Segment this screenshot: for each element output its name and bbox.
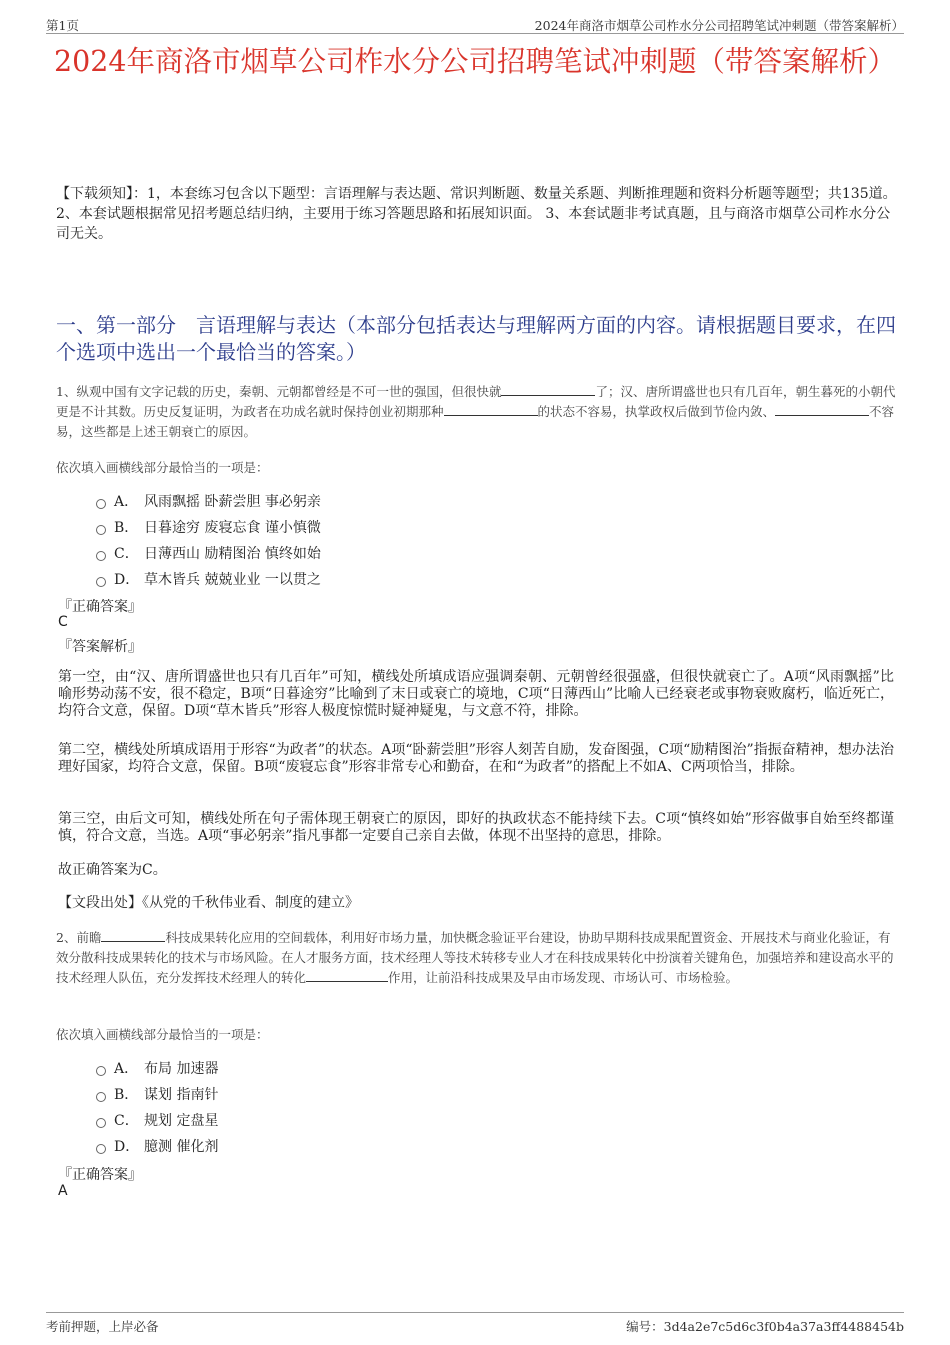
radio-icon[interactable] xyxy=(96,525,106,535)
fill-blank xyxy=(306,969,388,982)
page-title: 2024年商洛市烟草公司柞水分公司招聘笔试冲刺题（带答案解析） xyxy=(53,45,897,78)
fill-blank xyxy=(444,403,538,416)
correct-answer-label: 『正确答案』 xyxy=(58,1167,142,1183)
radio-icon[interactable] xyxy=(96,499,106,509)
section-title: 一、第一部分 言语理解与表达（本部分包括表达与理解两方面的内容。请根据题目要求，在四个选项中选出一个最恰当的答案。） xyxy=(56,313,896,364)
question-1-text-part: 的状态不容易，执掌政权后做到节俭内敛、 xyxy=(537,404,776,419)
fill-blank xyxy=(501,383,595,396)
download-notice: 【下载须知】：1，本套练习包含以下题型：言语理解与表达题、常识判断题、数量关系题、判断推理题和资料分析题等题型；共135道。 2、本套试题根据常见招考题总结归纳，主要用于练习答题思路和拓展知识面。 3、本套试题非考试真题，且与商洛市烟草公司柞水分公司无关。 xyxy=(56,186,897,242)
question-1-text-part: 了；汉、唐所谓盛世也只有几百年，朝生暮死的小朝代更是不计其数。历史反复证明，为政者在功成名就时保持创业初期那种 xyxy=(56,384,896,419)
correct-answer-label: 『正确答案』 xyxy=(58,599,142,615)
question-1-option-b[interactable]: B． 日暮途穷 废寝忘食 谨小慎微 xyxy=(96,517,321,537)
analysis-label: 『答案解析』 xyxy=(58,639,142,655)
question-2-prompt: 依次填入画横线部分最恰当的一项是： xyxy=(56,1027,269,1042)
question-1-stem xyxy=(56,382,902,442)
fill-blank xyxy=(775,403,869,416)
analysis-paragraph: 第一空，由“汉、唐所谓盛世也只有几百年”可知，横线处所填成语应强调秦朝、元朝曾经很强盛，但很快就衰亡了。A项“风雨飘摇”比喻形势动荡不安，很不稳定，B项“日暮途穷”比喻到了末日或衰亡的境地，C项“日薄西山”比喻人已经衰老或事物衰败腐朽，临近死亡，均符合文意，保留。D项“草木皆兵”形容人极度惊慌时疑神疑鬼，与文意不符，排除。 xyxy=(58,669,894,719)
radio-icon[interactable] xyxy=(96,1118,106,1128)
question-2-stem xyxy=(56,928,902,988)
analysis-paragraph: 第二空，横线处所填成语用于形容“为政者”的状态。A项“卧薪尝胆”形容人刻苦自励，发奋图强，C项“励精图治”指振奋精神，想办法治理好国家，均符合文意，保留。B项“废寝忘食”形容非常专心和勤奋，在和“为政者”的搭配上不如A、C两项恰当，排除。 xyxy=(58,742,894,775)
question-2-option-b[interactable]: B． 谋划 指南针 xyxy=(96,1084,218,1104)
footer-doc-id: 编号：3d4a2e7c5d6c3f0b4a37a3ff4488454b xyxy=(626,1319,904,1334)
correct-answer-value: A xyxy=(58,1183,68,1199)
question-2-text-part: 科技成果转化应用的空间载体，利用好市场力量，加快概念验证平台建设，协助早期科技成果配置资金、开展技术与商业化验证，有效分散科技成果转化的技术与市场风险。在人才服务方面，技术经理人等技术转移专业人才在科技成果转化中扮演着关键角色，加强培养和建设高水平的技术经理人队伍，充分发挥技术经理人的转化 xyxy=(56,930,894,985)
radio-icon[interactable] xyxy=(96,1066,106,1076)
radio-icon[interactable] xyxy=(96,1144,106,1154)
analysis-paragraph: 第三空，由后文可知，横线处所在句子需体现王朝衰亡的原因，即好的执政状态不能持续下去。C项“慎终如始”形容做事自始至终都谨慎，符合文意，当选。A项“事必躬亲”指凡事都一定要自己亲自去做，体现不出坚持的意思，排除。 xyxy=(58,811,894,844)
question-1-prompt: 依次填入画横线部分最恰当的一项是： xyxy=(56,460,269,475)
question-1-option-a[interactable]: A． 风雨飘摇 卧薪尝胆 事必躬亲 xyxy=(96,491,321,511)
question-1-option-c[interactable]: C． 日薄西山 励精图治 慎终如始 xyxy=(96,543,321,563)
question-2-text-part: 2、前瞻 xyxy=(56,930,102,945)
question-1-option-d[interactable]: D． 草木皆兵 兢兢业业 一以贯之 xyxy=(96,569,321,589)
page-footer xyxy=(46,1312,904,1334)
analysis-conclusion: 故正确答案为C。 xyxy=(58,862,167,878)
question-2-option-d[interactable]: D． 臆测 催化剂 xyxy=(96,1136,218,1156)
question-1-text-part: 1、纵观中国有文字记载的历史，秦朝、元朝都曾经是不可一世的强国，但很快就 xyxy=(56,384,502,399)
radio-icon[interactable] xyxy=(96,577,106,587)
question-2-text-part: 作用，让前沿科技成果及早由市场发现、市场认可、市场检验。 xyxy=(388,970,739,985)
question-2-option-a[interactable]: A． 布局 加速器 xyxy=(96,1058,218,1078)
radio-icon[interactable] xyxy=(96,1092,106,1102)
fill-blank xyxy=(101,929,165,942)
page-header xyxy=(46,14,904,34)
page-number: 第1页 xyxy=(46,18,79,33)
question-2-option-c[interactable]: C． 规划 定盘星 xyxy=(96,1110,218,1130)
question-1-text-part: 不容易，这些都是上述王朝衰亡的原因。 xyxy=(56,404,895,439)
source-citation: 【文段出处】《从党的千秋伟业看、制度的建立》 xyxy=(58,895,359,911)
footer-slogan: 考前押题，上岸必备 xyxy=(46,1319,159,1334)
radio-icon[interactable] xyxy=(96,551,106,561)
header-doc-title: 2024年商洛市烟草公司柞水分公司招聘笔试冲刺题（带答案解析） xyxy=(534,18,904,33)
correct-answer-value: C xyxy=(58,614,68,630)
